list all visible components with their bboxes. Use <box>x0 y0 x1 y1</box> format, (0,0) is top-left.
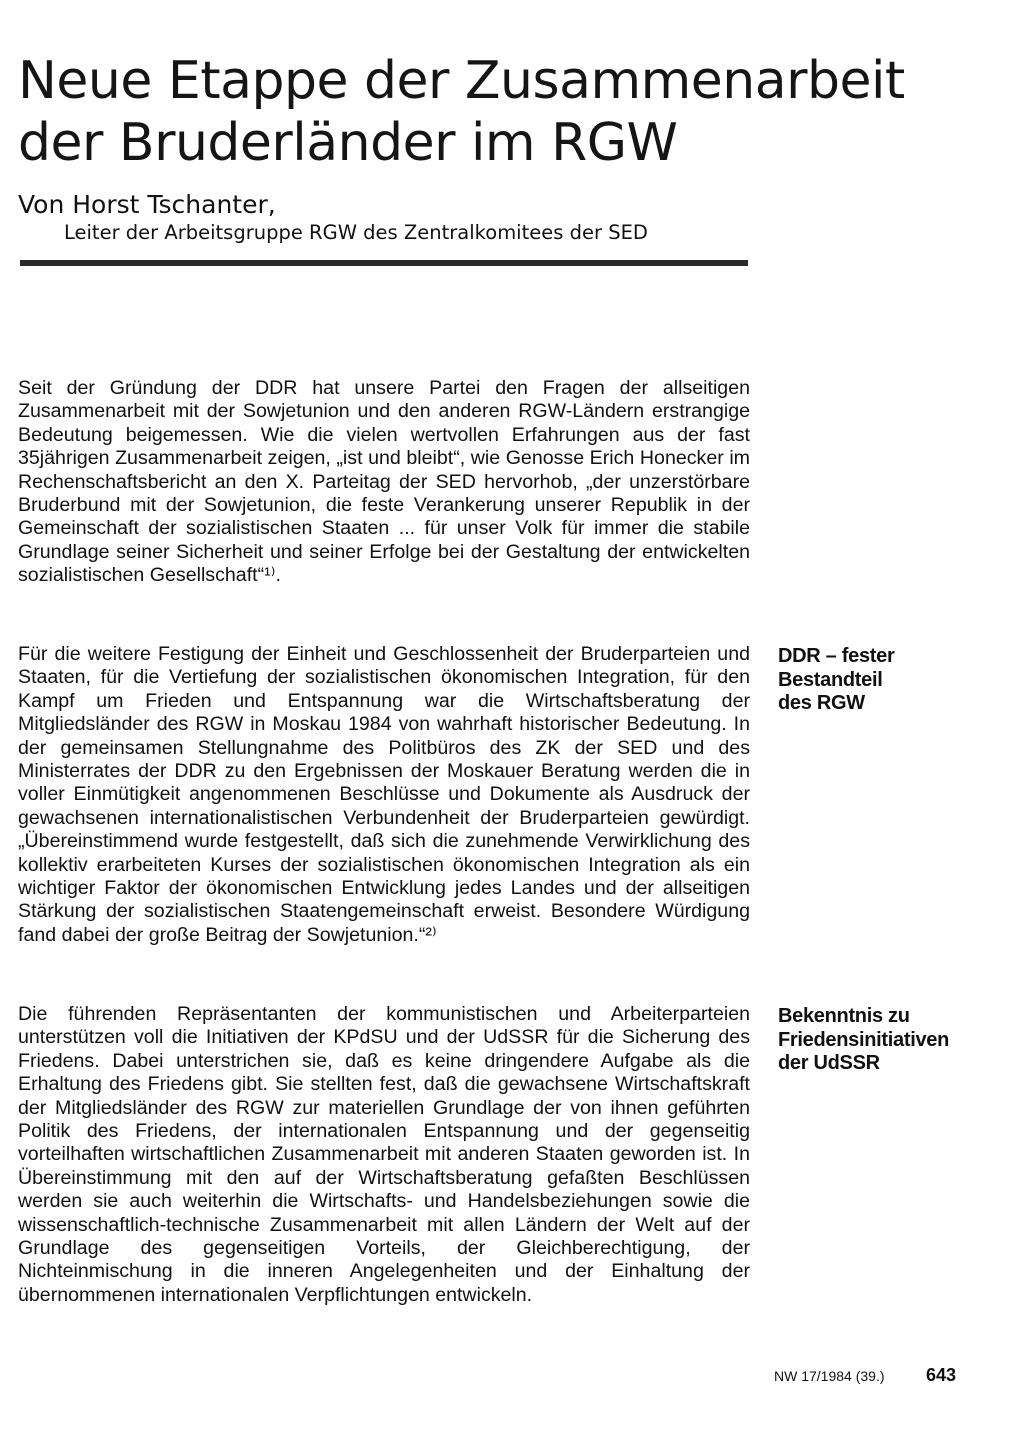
margin-heading-line: DDR – fester <box>778 645 895 667</box>
paragraph-3: Die führenden Repräsentanten der kommunistischen und Arbeiterparteien unterstützen voll die Initiativen der KPdSU und der UdSSR für die Sicherung des Friedens. Dabei unterstrichen sie, daß es keine dringendere Aufgabe als die Erhaltung des Friedens gibt. Sie stellten fest, daß die gewachsene Wirtschaftskraft der Mitgliedsländer des RGW zur materiellen Grundlage der von ihnen geführten Politik des Friedens, der internationalen Entspannung und der gegenseitig vorteilhaften wirtschaftlichen Zusammenarbeit mit anderen Staaten geworden ist. In Übereinstimmung mit den auf der Wirtschaftsberatung gefaßten Beschlüssen werden sie auch weiterhin die Wirtschafts- und Handelsbeziehungen sowie die wissenschaftlich-technische Zusammenarbeit mit allen Ländern der Welt auf der Grundlage des gegenseitigen Vorteils, der Gleichberechtigung, der Nichteinmischung in die inneren Angelegenheiten und der Einhaltung der übernommenen internationalen Verpflichtungen entwickeln. <box>18 1003 750 1306</box>
paragraph-2: Für die weitere Festigung der Einheit und Geschlossenheit der Bruderparteien und Staaten, für die Vertiefung der sozialistischen ökonomischen Integration, für den Kampf um Frieden und Entspannung war die Wirtschaftsberatung der Mitgliedsländer des RGW in Moskau 1984 von wahrhaft historischer Bedeutung. In der gemeinsamen Stellungnahme des Politbüros des ZK der SED und des Ministerrates der DDR zu den Ergebnissen der Moskauer Beratung werden die in voller Einmütigkeit angenommenen Beschlüsse und Dokumente als Ausdruck der gewachsenen internationalistischen Verbundenheit der Bruderparteien gewürdigt. „Übereinstimmend wurde festgestellt, daß sich die zunehmende Verwirklichung des kollektiv erarbeiteten Kurses der sozialistischen ökonomischen Integration als ein wichtiger Faktor der ökonomischen Entwicklung jedes Landes und der allseitigen Stärkung der sozialistischen Staatengemeinschaft erweist. Besondere Würdigung fand dabei der große Beitrag der Sowjetunion.“²⁾ <box>18 643 750 946</box>
margin-heading-line: Friedensinitiativen <box>778 1028 950 1051</box>
paragraph-1: Seit der Gründung der DDR hat unsere Partei den Fragen der allseitigen Zusammenarbeit mit der Sowjetunion und den anderen RGW-Ländern erstrangige Bedeutung beigemessen. Wie die vielen wertvollen Erfahrungen aus der fast 35jährigen Zusammenarbeit zeigen, „ist und bleibt“, wie Genosse Erich Honecker im Rechenschaftsbericht an den X. Parteitag der SED hervorhob, „der unzerstörbare Bruderbund mit der Sowjetunion, die feste Verankerung unserer Republik in der Gemeinschaft der sozialistischen Staaten ... für unser Volk für immer die stabile Grundlage seiner Sicherheit und seiner Erfolge bei der Gestaltung der entwickelten sozialistischen Gesellschaft“¹⁾. <box>18 377 750 587</box>
title-divider-rule <box>20 260 748 266</box>
title-line-1: Neue Etappe der Zusammenarbeit <box>18 51 905 111</box>
margin-heading-ddr <box>778 645 978 716</box>
margin-heading-bekenntnis <box>778 1005 978 1076</box>
margin-heading-line: Bestandteil <box>778 668 883 691</box>
author-name: Von Horst Tschanter, <box>18 190 276 219</box>
page-number: 643 <box>926 1365 957 1385</box>
margin-heading-line: Bekenntnis zu <box>778 1005 910 1027</box>
author-affiliation: Leiter der Arbeitsgruppe RGW des Zentralkomitees der SED <box>64 221 648 244</box>
issue-reference: NW 17/1984 (39.) <box>774 1368 885 1384</box>
margin-heading-line: des RGW <box>778 692 865 714</box>
margin-heading-line: der UdSSR <box>778 1052 880 1074</box>
byline <box>18 190 778 246</box>
title-line-2: der Bruderländer im RGW <box>18 113 678 173</box>
article-title <box>18 50 918 174</box>
